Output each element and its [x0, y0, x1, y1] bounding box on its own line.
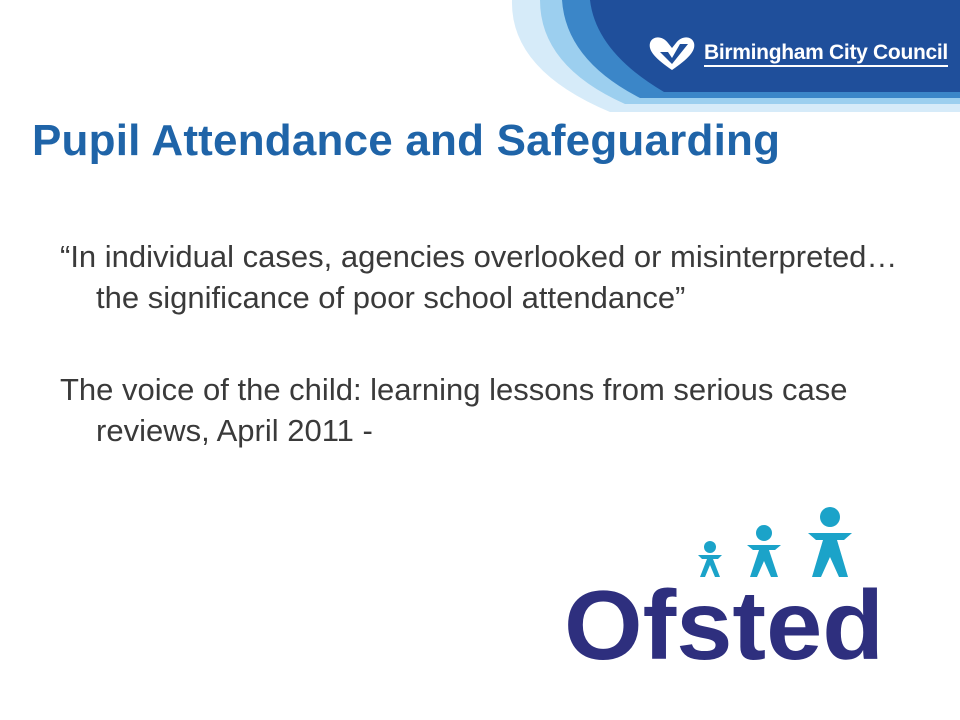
citation-paragraph: The voice of the child: learning lessons from serious case reviews, April 2011 -	[60, 372, 848, 448]
slide-title: Pupil Attendance and Safeguarding	[32, 116, 781, 165]
slide-body	[60, 236, 930, 451]
council-logo	[646, 34, 948, 74]
ofsted-wordmark: Ofsted	[564, 570, 884, 665]
ofsted-logo	[562, 505, 892, 665]
council-name: Birmingham City Council	[704, 42, 948, 67]
quote-paragraph: “In individual cases, agencies overlooked or misinterpreted… the significance of poor school attendance”	[60, 239, 898, 315]
heart-bird-icon	[646, 34, 698, 74]
ofsted-figure-large-icon	[808, 507, 852, 577]
